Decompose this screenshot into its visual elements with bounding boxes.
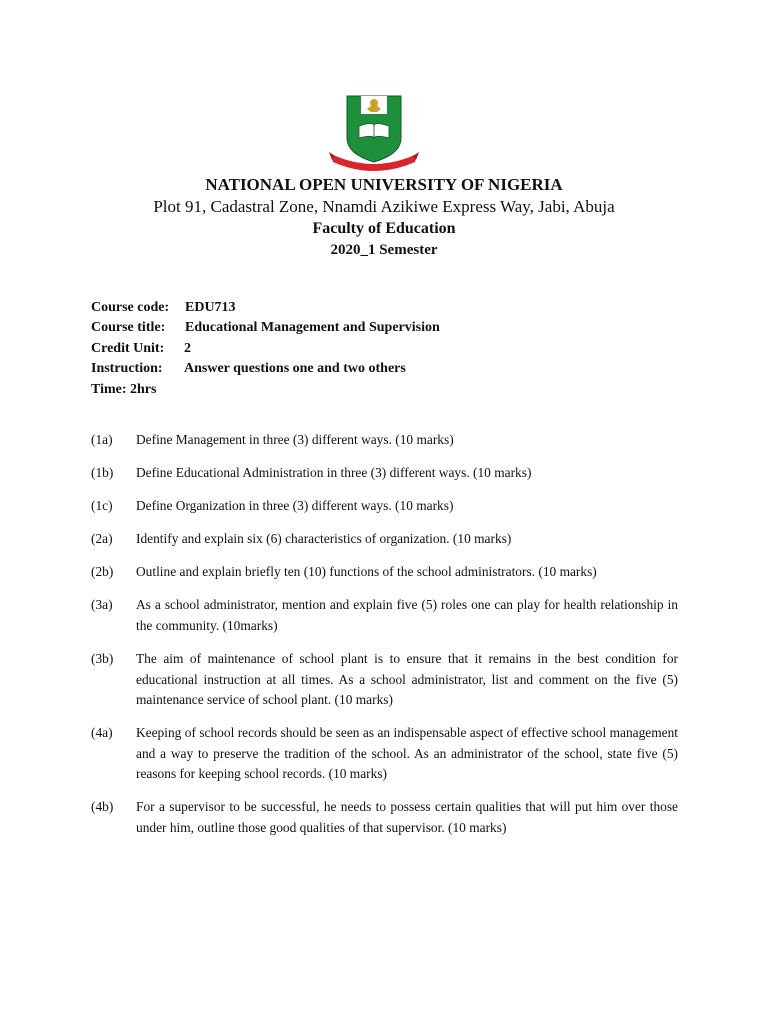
course-info xyxy=(91,298,440,400)
university-logo xyxy=(327,94,421,172)
course-code-row xyxy=(91,298,440,318)
instruction-row xyxy=(91,359,440,379)
faculty-name: Faculty of Education xyxy=(312,220,456,237)
question-number: (1b) xyxy=(91,465,114,481)
university-address: Plot 91, Cadastral Zone, Nnamdi Azikiwe Express Way, Jabi, Abuja xyxy=(153,197,615,216)
question-text: Define Management in three (3) different ways. (10 marks) xyxy=(136,432,454,447)
question-text: Define Organization in three (3) different ways. (10 marks) xyxy=(136,498,454,514)
course-title-row xyxy=(91,318,440,338)
course-title-value: Educational Management and Supervision xyxy=(185,320,440,336)
credit-unit-row xyxy=(91,339,440,359)
question-number: (2b) xyxy=(91,564,114,580)
question-number: (2a) xyxy=(91,531,113,547)
question-number: (1a) xyxy=(91,432,113,447)
question-text: As a school administrator, mention and explain five (5) roles one can play for health relationship in the community. (10marks) xyxy=(136,597,678,633)
question-item xyxy=(91,723,678,785)
question-number: (1c) xyxy=(91,498,113,514)
question-text: Keeping of school records should be seen as an indispensable aspect of effective school management and a way to preserve the tradition of the school. As an administrator of the school, state five (5) reasons for keeping school records. (10 marks) xyxy=(136,725,678,782)
question-text: Outline and explain briefly ten (10) functions of the school administrators. (10 marks) xyxy=(136,564,597,580)
time-label: Time: 2hrs xyxy=(91,381,157,397)
course-code-label: Course code: xyxy=(91,300,170,315)
course-code-value: EDU713 xyxy=(185,300,236,315)
question-item xyxy=(91,595,678,636)
question-item xyxy=(91,496,678,517)
university-name: NATIONAL OPEN UNIVERSITY OF NIGERIA xyxy=(205,175,563,194)
question-item xyxy=(91,797,678,838)
question-item xyxy=(91,649,678,711)
question-text: The aim of maintenance of school plant is to ensure that it remains in the best condition for educational instruction at all times. As a school administrator, list and comment on the five (5) maintenance service of school plant. (10 marks) xyxy=(136,651,678,708)
question-text: For a supervisor to be successful, he needs to possess certain qualities that will put him over those under him, outline those good qualities of that supervisor. (10 marks) xyxy=(136,799,678,835)
question-item xyxy=(91,529,678,550)
question-number: (3a) xyxy=(91,597,113,613)
question-number: (4a) xyxy=(91,725,113,741)
course-title-label: Course title: xyxy=(91,320,166,336)
instruction-label: Instruction: xyxy=(91,361,163,377)
document-header xyxy=(0,174,768,260)
question-number: (3b) xyxy=(91,651,114,667)
question-text: Identify and explain six (6) characteristics of organization. (10 marks) xyxy=(136,531,512,547)
semester-label: 2020_1 Semester xyxy=(330,242,438,258)
instruction-value: Answer questions one and two others xyxy=(184,361,406,377)
question-item xyxy=(91,430,678,451)
question-text: Define Educational Administration in three (3) different ways. (10 marks) xyxy=(136,465,532,481)
question-item xyxy=(91,463,678,484)
time-row xyxy=(91,380,440,400)
credit-unit-value: 2 xyxy=(184,340,191,356)
noun-crest-icon xyxy=(327,94,421,172)
credit-unit-label: Credit Unit: xyxy=(91,340,165,356)
question-list xyxy=(91,430,678,851)
question-number: (4b) xyxy=(91,799,114,815)
question-item xyxy=(91,562,678,583)
